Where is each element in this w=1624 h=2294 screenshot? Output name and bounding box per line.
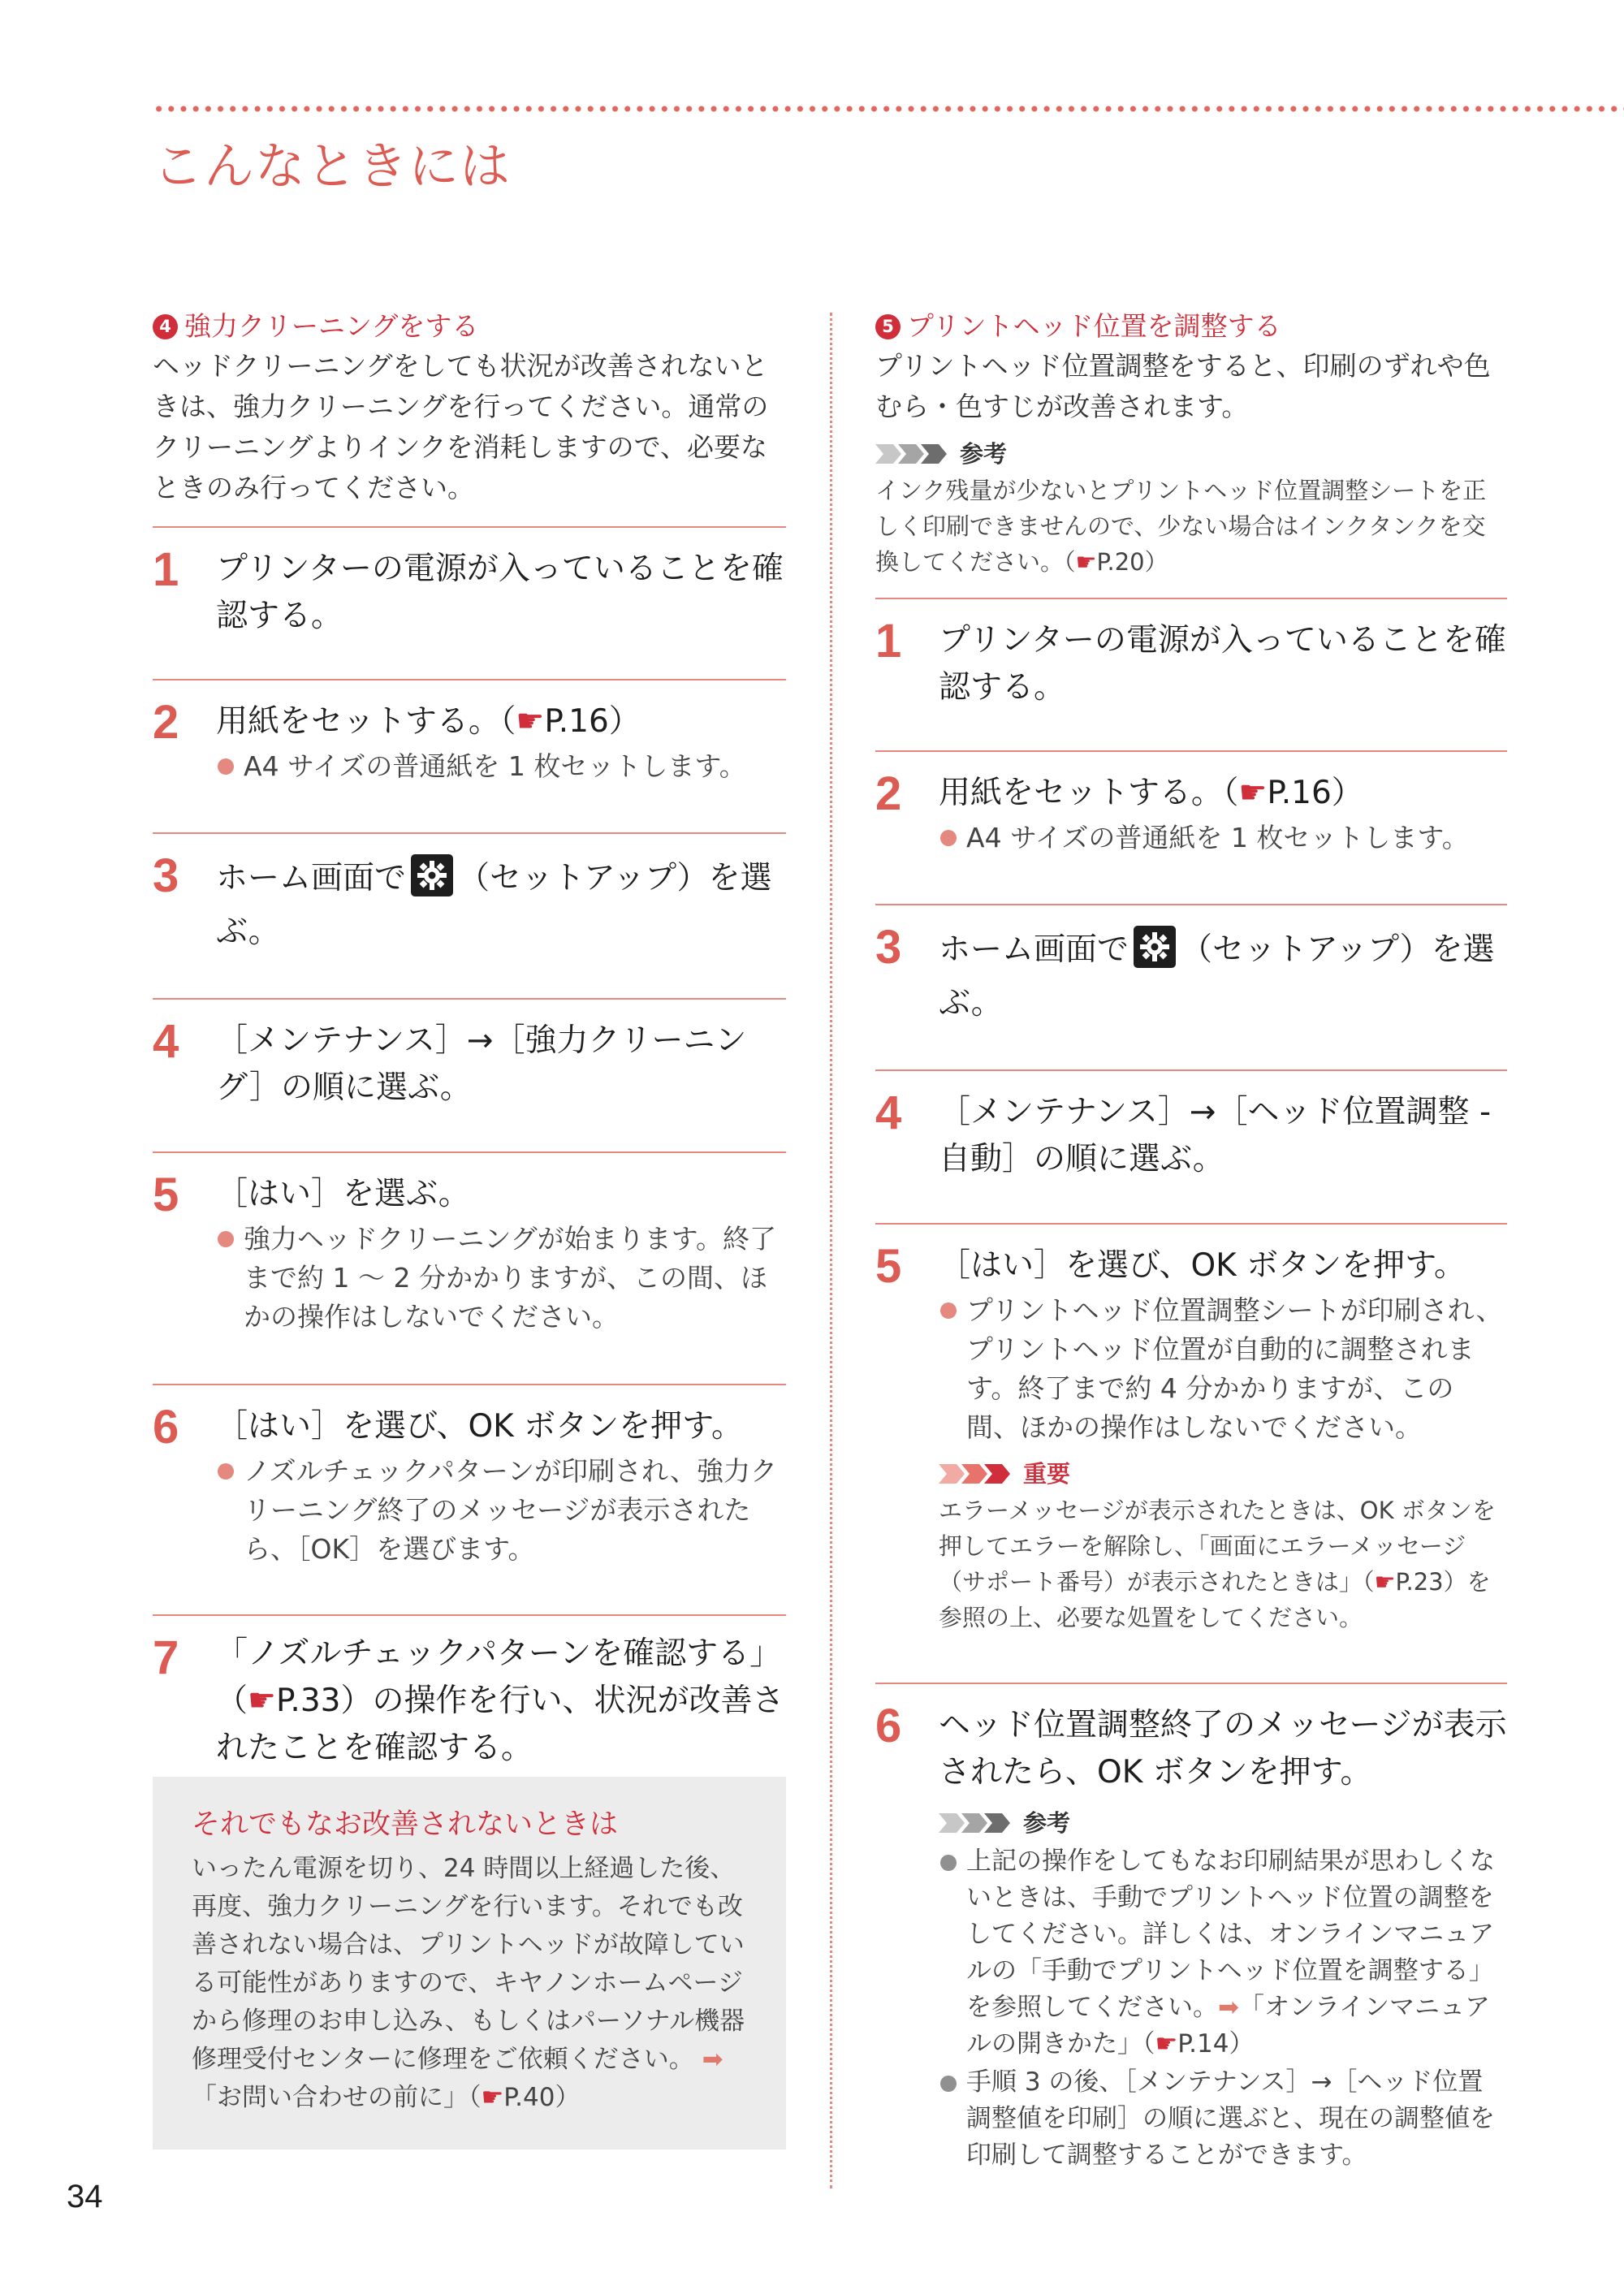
section-heading-head-alignment xyxy=(875,307,1507,346)
step-text: ホーム画面で （セットアップ）を選ぶ。 xyxy=(216,852,786,959)
step-5 xyxy=(153,1151,786,1384)
step-6 xyxy=(875,1683,1507,2174)
step-text: ［メンテナンス］→［ヘッド位置調整 - 自動］の順に選ぶ。 xyxy=(939,1094,1492,1177)
step-number: 3 xyxy=(153,849,179,902)
section-number-badge: 5 xyxy=(875,314,901,339)
step-number: 1 xyxy=(875,615,902,667)
step-4 xyxy=(153,998,786,1151)
step-number: 4 xyxy=(153,1015,179,1068)
box-title: それでもなお改善されないときは xyxy=(192,1808,619,1841)
step-text: 「ノズルチェックパターンを確認する」（☛P.33）の操作を行い、状況が改善されたことを確認する。 xyxy=(216,1635,784,1766)
reference-bullet: 上記の操作をしてもなお印刷結果が思わしくないときは、手動でプリントヘッド位置の調整をしてください。詳しくは、オンラインマニュアルの「手動でプリントヘッド位置を調整する」を参照してください。➡「オンラインマニュアルの開きかた」（☛P.14） xyxy=(939,1843,1507,2063)
step-1 xyxy=(875,598,1507,750)
section-title: 強力クリーニングをする xyxy=(184,310,479,342)
step-3 xyxy=(875,904,1507,1069)
dotted-header-rule xyxy=(153,105,1624,113)
box-text: いったん電源を切り、24 時間以上経過した後、再度、強力クリーニングを行います。それでも改善されない場合は、プリントヘッドが故障している可能性がありますので、キヤノンホームページから修理のお申し込み、もしくはパーソナル機器修理受付センターに修理をご依頼ください。 ➡「お問い合わせの前に」（☛P.40） xyxy=(192,1854,745,2112)
section-title: プリントヘッド位置を調整する xyxy=(907,310,1281,342)
reference-note-text: インク残量が少ないとプリントヘッド位置調整シートを正しく印刷できませんので、少ない場合はインクタンクを交換してください。（☛P.20） xyxy=(875,477,1487,576)
link-arrow-icon: ➡ xyxy=(1218,1993,1239,2022)
step-text: ［メンテナンス］→［強力クリーニング］の順に選ぶ。 xyxy=(216,1022,747,1106)
manual-link[interactable]: 「オンラインマニュアルの開きかた」（ xyxy=(966,1993,1491,2059)
reference-note-heading: 参考 xyxy=(939,1804,1507,1842)
page-ref-icon: ☛ xyxy=(248,1683,276,1719)
page-ref-icon: ☛ xyxy=(1155,2029,1178,2059)
chevron-arrows-icon xyxy=(875,444,950,464)
step-4 xyxy=(875,1069,1507,1223)
step-number: 5 xyxy=(875,1240,902,1293)
step-number: 2 xyxy=(153,696,179,749)
reference-bullet: 手順 3 の後、［メンテナンス］→［ヘッド位置調整値を印刷］の順に選ぶと、現在の調整値を印刷して調整することができます。 xyxy=(939,2064,1507,2174)
step-bullet: 強力ヘッドクリーニングが始まります。終了まで約 1 〜 2 分かかりますが、この間、ほかの操作はしないでください。 xyxy=(216,1220,786,1337)
reference-note-heading: 参考 xyxy=(875,435,1507,473)
chevron-arrows-icon xyxy=(939,1464,1013,1484)
page-ref-icon: ☛ xyxy=(1075,548,1097,576)
page-ref-link[interactable]: P.23 xyxy=(1395,1568,1444,1596)
step-3 xyxy=(153,832,786,998)
step-number: 6 xyxy=(875,1700,902,1752)
page-ref-link[interactable]: P.20 xyxy=(1096,548,1145,576)
step-bullet: A4 サイズの普通紙を 1 枚セットします。 xyxy=(216,747,786,786)
step-bullet: プリントヘッド位置調整シートが印刷され、プリントヘッド位置が自動的に調整されます。終了まで約 4 分かかりますが、この間、ほかの操作はしないでください。 xyxy=(939,1291,1507,1447)
step-text: 用紙をセットする。（☛P.16） xyxy=(939,775,1363,811)
left-column xyxy=(153,307,786,2149)
step-text: ヘッド位置調整終了のメッセージが表示されたら、OK ボタンを押す。 xyxy=(939,1707,1507,1791)
page-ref-link[interactable]: P.40 xyxy=(503,2083,555,2112)
step-text: ホーム画面で （セットアップ）を選ぶ。 xyxy=(939,923,1507,1030)
step-number: 2 xyxy=(875,767,902,820)
page-ref-icon: ☛ xyxy=(481,2083,504,2112)
page-ref-link[interactable]: P.33 xyxy=(275,1683,341,1719)
step-bullet: A4 サイズの普通紙を 1 枚セットします。 xyxy=(939,819,1507,858)
column-divider xyxy=(830,313,832,2188)
step-text: プリンターの電源が入っていることを確認する。 xyxy=(939,622,1506,706)
page-ref-link[interactable]: P.16 xyxy=(544,703,609,740)
step-number: 7 xyxy=(153,1631,179,1684)
step-2 xyxy=(875,750,1507,904)
step-7 xyxy=(153,1614,786,1773)
page-ref-icon: ☛ xyxy=(516,703,545,740)
step-text: 用紙をセットする。（☛P.16） xyxy=(216,703,641,740)
step-6 xyxy=(153,1384,786,1614)
step-text: ［はい］を選び、OK ボタンを押す。 xyxy=(216,1408,743,1445)
step-number: 3 xyxy=(875,921,902,974)
right-column xyxy=(875,307,1507,2174)
step-number: 4 xyxy=(875,1087,902,1139)
step-text: プリンターの電源が入っていることを確認する。 xyxy=(216,551,784,634)
step-bullet: ノズルチェックパターンが印刷され、強力クリーニング終了のメッセージが表示されたら、［OK］を選びます。 xyxy=(216,1452,786,1569)
step-number: 1 xyxy=(153,543,179,596)
setup-icon xyxy=(411,854,453,896)
step-2 xyxy=(153,679,786,832)
page-number: 34 xyxy=(67,2179,103,2214)
section-intro: ヘッドクリーニングをしても状況が改善されないときは、強力クリーニングを行ってください。通常のクリーニングよりインクを消耗しますので、必要なときのみ行ってください。 xyxy=(153,350,769,503)
still-not-improved-box xyxy=(153,1777,786,2149)
page-ref-icon: ☛ xyxy=(1238,775,1268,811)
section-number-badge: 4 xyxy=(153,314,178,339)
setup-icon xyxy=(1134,926,1176,968)
important-note-heading: 重要 xyxy=(939,1455,1507,1493)
step-number: 5 xyxy=(153,1169,179,1221)
section-heading-strong-cleaning xyxy=(153,307,786,346)
page-ref-icon: ☛ xyxy=(1374,1568,1396,1596)
section-intro: プリントヘッド位置調整をすると、印刷のずれや色むら・色すじが改善されます。 xyxy=(875,350,1491,422)
contact-link[interactable]: 「お問い合わせの前に」（ xyxy=(192,2083,482,2112)
page-title: こんなときには xyxy=(153,136,512,196)
step-1 xyxy=(153,526,786,679)
chevron-arrows-icon xyxy=(939,1813,1013,1833)
link-arrow-icon: ➡ xyxy=(702,2045,723,2074)
step-5 xyxy=(875,1223,1507,1683)
step-number: 6 xyxy=(153,1401,179,1454)
page-ref-link[interactable]: P.16 xyxy=(1267,775,1332,811)
important-note-text: エラーメッセージが表示されたときは、OK ボタンを押してエラーを解除し、「画面にエラーメッセージ（サポート番号）が表示されたときは」（☛P.23）を参照の上、必要な処置をしてください。 xyxy=(939,1497,1496,1631)
page-ref-link[interactable]: P.14 xyxy=(1177,2029,1229,2059)
step-text: ［はい］を選ぶ。 xyxy=(216,1176,470,1212)
step-text: ［はい］を選び、OK ボタンを押す。 xyxy=(939,1247,1466,1284)
